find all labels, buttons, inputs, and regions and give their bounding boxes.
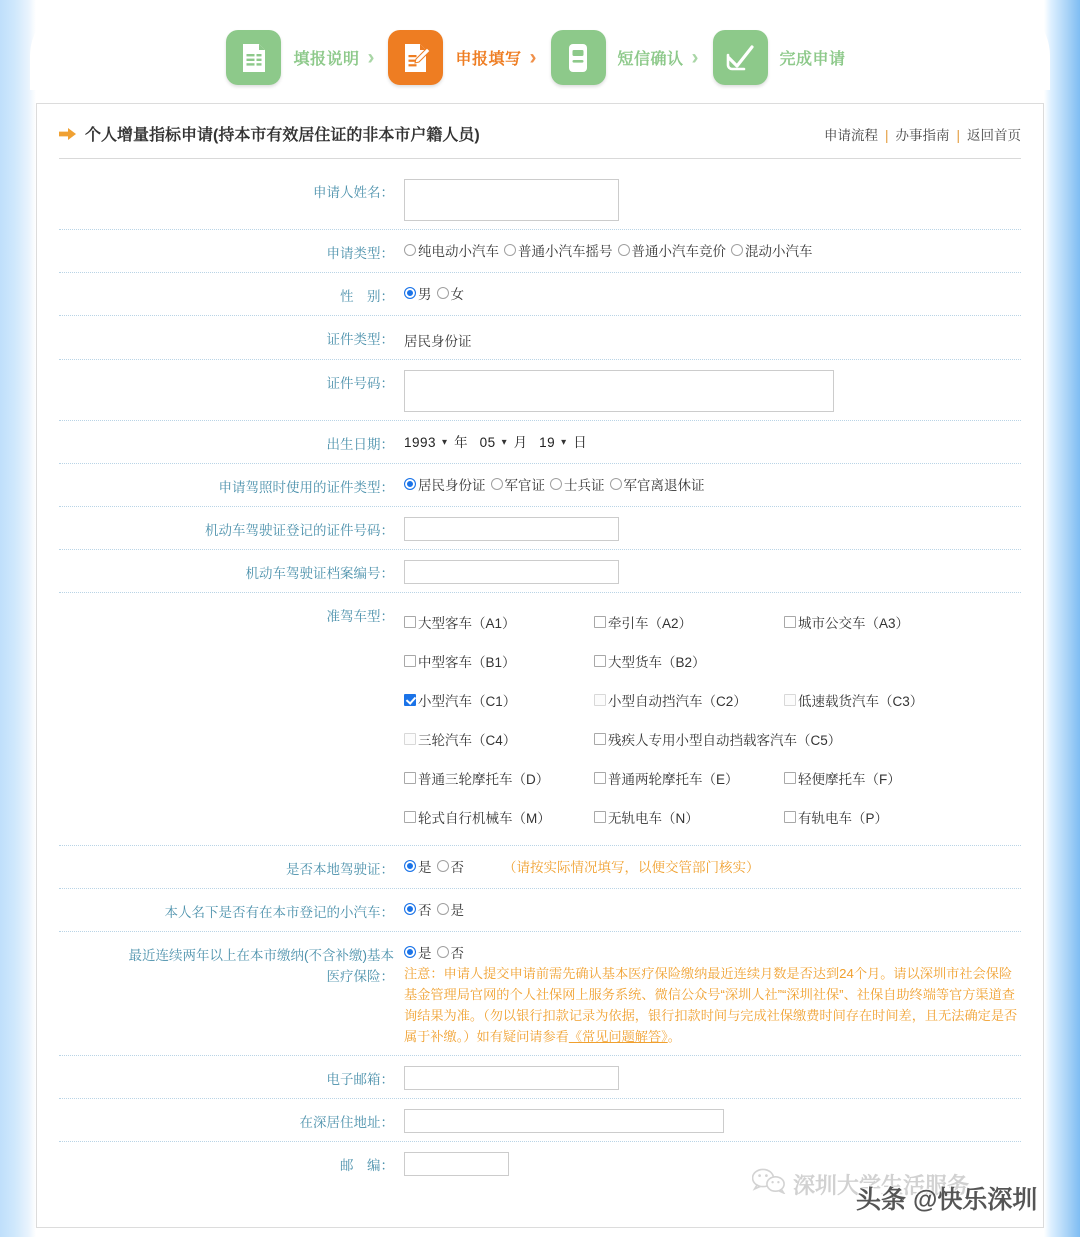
label-insurance-line2: 医疗保险： xyxy=(326,969,394,984)
phone-icon xyxy=(551,30,606,85)
check-icon xyxy=(713,30,768,85)
checkbox-indicator xyxy=(784,772,796,784)
label-apply-type: 申请类型： xyxy=(326,246,394,261)
radio-insurance-no[interactable] xyxy=(437,942,465,962)
vehicle-class-cell xyxy=(594,759,784,798)
radio-indicator xyxy=(731,244,743,256)
license-reg-id-input[interactable] xyxy=(404,517,619,541)
checkbox-vehicle-c2[interactable] xyxy=(594,690,747,710)
watermark-toutiao: 头条 @快乐深圳 xyxy=(856,1186,1038,1214)
checkbox-indicator xyxy=(784,694,796,706)
step-item-4[interactable] xyxy=(713,30,854,85)
option-label: 军官离退休证 xyxy=(623,478,705,493)
option-label: 纯电动小汽车 xyxy=(418,244,499,259)
radio-indicator xyxy=(437,287,449,299)
label-address: 在深居住地址： xyxy=(299,1115,394,1130)
option-label: 低速载货汽车（C3） xyxy=(798,694,924,709)
radio-indicator xyxy=(550,478,562,490)
application-card xyxy=(36,103,1044,1228)
radio-local-license-yes[interactable] xyxy=(404,856,432,876)
field-owns-car xyxy=(404,897,1021,920)
option-label: 大型客车（A1） xyxy=(418,616,516,631)
field-email xyxy=(404,1064,1021,1090)
form-edit-icon xyxy=(388,30,443,85)
vehicle-class-cell xyxy=(404,759,594,798)
arrow-right-icon xyxy=(59,127,76,141)
radio-indicator xyxy=(404,287,416,299)
option-label: 男 xyxy=(418,287,432,302)
vehicle-class-cell xyxy=(784,759,906,798)
vehicle-class-row-4 xyxy=(404,720,1021,759)
link-apply-process[interactable]: 申请流程 xyxy=(823,127,878,143)
birth-month-unit: 月 xyxy=(513,435,528,450)
postcode-input[interactable] xyxy=(404,1152,509,1176)
chevron-down-icon: ▾ xyxy=(561,437,567,448)
document-icon xyxy=(226,30,281,85)
vehicle-class-cell xyxy=(404,642,594,681)
row-postcode xyxy=(59,1142,1021,1184)
vehicle-class-row-3 xyxy=(404,681,1021,720)
label-license-id-type: 申请驾照时使用的证件类型： xyxy=(218,480,394,495)
checkbox-indicator xyxy=(404,694,416,706)
option-label: 是 xyxy=(418,860,432,875)
checkbox-indicator xyxy=(784,811,796,823)
card-header xyxy=(37,104,1043,145)
label-owns-car: 本人名下是否有在本市登记的小汽车： xyxy=(164,905,394,920)
option-label: 轮式自行机械车（M） xyxy=(418,811,551,826)
applicant-name-input[interactable] xyxy=(404,179,619,221)
vehicle-class-row-5 xyxy=(404,759,1021,798)
vehicle-class-cell xyxy=(594,681,784,720)
radio-gender-female[interactable] xyxy=(437,283,465,303)
checkbox-indicator xyxy=(404,811,416,823)
label-license-reg-id: 机动车驾驶证登记的证件号码： xyxy=(205,523,394,538)
radio-apply-type-0[interactable] xyxy=(404,240,499,260)
vehicle-class-cell xyxy=(404,681,594,720)
checkbox-indicator xyxy=(594,772,606,784)
option-label: 大型货车（B2） xyxy=(608,655,706,670)
birth-month-value: 05 xyxy=(479,435,496,450)
option-label: 无轨电车（N） xyxy=(608,811,699,826)
vehicle-class-cell xyxy=(594,642,711,681)
step-item-1[interactable] xyxy=(226,30,388,85)
chevron-down-icon: ▾ xyxy=(501,437,507,448)
radio-indicator xyxy=(404,478,416,490)
faq-link[interactable]: 《常见问题解答》 xyxy=(568,1029,668,1044)
row-apply-type xyxy=(59,230,1021,273)
label-insurance xyxy=(59,940,404,987)
checkbox-vehicle-p[interactable] xyxy=(784,807,888,827)
checkbox-indicator xyxy=(784,616,796,628)
field-postcode xyxy=(404,1150,1021,1176)
row-insurance xyxy=(59,932,1021,1056)
birth-day-value: 19 xyxy=(539,435,556,450)
label-birth-date: 出生日期： xyxy=(326,437,394,452)
license-file-no-input[interactable] xyxy=(404,560,619,584)
radio-apply-type-1[interactable] xyxy=(504,240,613,260)
checkbox-indicator xyxy=(594,694,606,706)
option-label: 三轮汽车（C4） xyxy=(418,733,517,748)
insurance-note-text: 注意：申请人提交申请前需先确认基本医疗保险缴纳最近连续月数是否达到24个月。请以深圳市社会保险基金管理局官网的个人社保网上服务系统、微信公众号“深圳人社”“深圳社保”、社保自助终端等官方渠道查询结果为准。（勿以银行扣款记录为依据，银行扣款时间与完成社保缴费时间存在时间差，且无法确定是否属于补缴。）如有疑问请参看 xyxy=(404,966,1018,1044)
vehicle-class-cell xyxy=(404,603,594,642)
email-input[interactable] xyxy=(404,1066,619,1090)
label-postcode: 邮 编： xyxy=(340,1158,394,1173)
option-label: 混动小汽车 xyxy=(745,244,813,259)
option-label: 普通三轮摩托车（D） xyxy=(418,772,550,787)
checkbox-vehicle-d[interactable] xyxy=(404,768,549,788)
option-label: 普通小汽车竞价 xyxy=(631,244,726,259)
vehicle-class-cell xyxy=(404,720,594,759)
checkbox-indicator xyxy=(404,616,416,628)
field-vehicle-class xyxy=(404,601,1021,837)
row-address xyxy=(59,1099,1021,1142)
label-license-file-no: 机动车驾驶证档案编号： xyxy=(245,566,394,581)
checkbox-vehicle-c5[interactable] xyxy=(594,729,841,749)
checkbox-vehicle-c1[interactable] xyxy=(404,690,516,710)
option-label: 是 xyxy=(418,946,432,961)
option-label: 小型自动挡汽车（C2） xyxy=(608,694,747,709)
application-form xyxy=(37,159,1043,1184)
birth-year-select[interactable] xyxy=(404,435,452,450)
page-title: 个人增量指标申请(持本市有效居住证的非本市户籍人员) xyxy=(85,127,480,144)
radio-owns-car-no[interactable] xyxy=(404,899,432,919)
field-license-id-type xyxy=(404,472,1021,495)
vehicle-class-cell xyxy=(594,603,784,642)
field-birth-date xyxy=(404,429,1021,452)
option-label: 残疾人专用小型自动挡载客汽车（C5） xyxy=(608,733,842,748)
row-id-number xyxy=(59,360,1021,421)
label-id-number: 证件号码： xyxy=(326,376,394,391)
option-label: 是 xyxy=(450,903,464,918)
option-label: 中型客车（B1） xyxy=(418,655,516,670)
option-label: 小型汽车（C1） xyxy=(418,694,517,709)
step-label-2: 申报填写 xyxy=(455,51,522,68)
row-owns-car xyxy=(59,889,1021,932)
checkbox-vehicle-c3[interactable] xyxy=(784,690,923,710)
progress-stepper xyxy=(0,0,1080,103)
option-label: 士兵证 xyxy=(564,478,605,493)
row-email xyxy=(59,1056,1021,1099)
radio-indicator xyxy=(404,244,416,256)
radio-indicator xyxy=(437,903,449,915)
chevron-down-icon: ▾ xyxy=(442,437,448,448)
radio-insurance-yes[interactable] xyxy=(404,942,432,962)
link-separator-1: | xyxy=(884,127,889,143)
radio-indicator xyxy=(437,860,449,872)
radio-apply-type-3[interactable] xyxy=(731,240,813,260)
step-label-1: 填报说明 xyxy=(293,51,360,68)
field-address xyxy=(404,1107,1021,1133)
vehicle-class-row-1 xyxy=(404,603,1021,642)
checkbox-vehicle-b2[interactable] xyxy=(594,651,706,671)
checkbox-indicator xyxy=(404,655,416,667)
checkbox-indicator xyxy=(404,733,416,745)
row-gender xyxy=(59,273,1021,316)
option-label: 居民身份证 xyxy=(418,478,486,493)
insurance-note-tail: 。 xyxy=(667,1029,681,1044)
row-applicant-name xyxy=(59,169,1021,230)
id-number-input[interactable] xyxy=(404,370,834,412)
birth-year-unit: 年 xyxy=(454,435,468,450)
field-id-type xyxy=(404,324,1021,351)
checkbox-vehicle-m[interactable] xyxy=(404,807,551,827)
radio-indicator xyxy=(618,244,630,256)
row-local-license xyxy=(59,846,1021,889)
label-vehicle-class: 准驾车型： xyxy=(326,609,394,624)
checkbox-vehicle-e[interactable] xyxy=(594,768,739,788)
radio-apply-type-2[interactable] xyxy=(618,240,727,260)
link-home[interactable]: 返回首页 xyxy=(967,127,1021,143)
option-label: 城市公交车（A3） xyxy=(798,616,910,631)
label-email: 电子邮箱： xyxy=(326,1072,394,1087)
option-label: 有轨电车（P） xyxy=(798,811,889,826)
radio-license-id-1[interactable] xyxy=(491,474,546,494)
field-license-reg-id xyxy=(404,515,1021,541)
radio-indicator xyxy=(437,946,449,958)
label-applicant-name: 申请人姓名： xyxy=(313,185,394,200)
label-id-type: 证件类型： xyxy=(326,332,394,347)
step-item-2[interactable] xyxy=(388,30,550,85)
birth-month-select[interactable] xyxy=(480,435,512,450)
insurance-note xyxy=(404,963,1021,1047)
vehicle-class-cell xyxy=(784,798,893,837)
address-input[interactable] xyxy=(404,1109,724,1133)
row-license-id-type xyxy=(59,464,1021,507)
option-label: 普通小汽车摇号 xyxy=(518,244,613,259)
vehicle-class-cell xyxy=(594,720,846,759)
birth-year-value: 1993 xyxy=(404,435,437,450)
local-license-hint: （请按实际情况填写，以便交管部门核实） xyxy=(503,860,760,875)
checkbox-indicator xyxy=(594,616,606,628)
checkbox-vehicle-b1[interactable] xyxy=(404,651,516,671)
label-local-license: 是否本地驾驶证： xyxy=(286,862,394,877)
field-id-number xyxy=(404,368,1021,412)
vehicle-class-cell xyxy=(784,603,914,642)
option-label: 轻便摩托车（F） xyxy=(798,772,901,787)
step-label-4: 完成申请 xyxy=(779,51,846,68)
radio-local-license-no[interactable] xyxy=(437,856,465,876)
link-guide[interactable]: 办事指南 xyxy=(895,127,950,143)
checkbox-indicator xyxy=(594,655,606,667)
option-label: 牵引车（A2） xyxy=(608,616,693,631)
step-arrow-1: › xyxy=(367,45,375,69)
field-insurance xyxy=(404,940,1021,1047)
option-label: 否 xyxy=(418,903,432,918)
radio-indicator xyxy=(504,244,516,256)
row-vehicle-class xyxy=(59,593,1021,846)
checkbox-indicator xyxy=(594,811,606,823)
vehicle-class-cell xyxy=(404,798,594,837)
radio-gender-male[interactable] xyxy=(404,283,432,303)
checkbox-indicator xyxy=(594,733,606,745)
vehicle-class-row-6 xyxy=(404,798,1021,837)
radio-license-id-0[interactable] xyxy=(404,474,486,494)
checkbox-vehicle-a3[interactable] xyxy=(784,612,909,632)
watermark-wechat-text: 深圳大学生活服务 xyxy=(793,1172,970,1198)
page-title-wrap xyxy=(59,122,480,145)
radio-indicator xyxy=(404,860,416,872)
checkbox-vehicle-a2[interactable] xyxy=(594,612,692,632)
field-apply-type xyxy=(404,238,1021,261)
radio-owns-car-yes[interactable] xyxy=(437,899,465,919)
link-separator-2: | xyxy=(956,127,960,143)
field-local-license xyxy=(404,854,1021,877)
radio-indicator xyxy=(404,946,416,958)
step-item-3[interactable] xyxy=(551,30,713,85)
row-license-reg-id xyxy=(59,507,1021,550)
radio-license-id-3[interactable] xyxy=(610,474,705,494)
step-arrow-2: › xyxy=(529,45,537,69)
option-label: 否 xyxy=(450,946,464,961)
checkbox-vehicle-a1[interactable] xyxy=(404,612,516,632)
field-applicant-name xyxy=(404,177,1021,221)
vehicle-class-cell xyxy=(594,798,784,837)
insurance-options xyxy=(404,942,1021,963)
option-label: 否 xyxy=(450,860,464,875)
row-birth-date xyxy=(59,421,1021,464)
option-label: 普通两轮摩托车（E） xyxy=(608,772,739,787)
radio-indicator xyxy=(491,478,503,490)
birth-day-unit: 日 xyxy=(573,435,587,450)
row-license-file-no xyxy=(59,550,1021,593)
radio-indicator xyxy=(404,903,416,915)
vehicle-class-cell xyxy=(784,681,928,720)
row-id-type xyxy=(59,316,1021,360)
checkbox-vehicle-c4[interactable] xyxy=(404,729,516,749)
id-type-value: 居民身份证 xyxy=(404,334,472,349)
option-label: 女 xyxy=(450,287,464,302)
option-label: 军官证 xyxy=(504,478,545,493)
label-gender: 性 别： xyxy=(340,289,394,304)
field-gender xyxy=(404,281,1021,304)
field-license-file-no xyxy=(404,558,1021,584)
radio-license-id-2[interactable] xyxy=(550,474,605,494)
checkbox-vehicle-n[interactable] xyxy=(594,807,699,827)
radio-indicator xyxy=(610,478,622,490)
step-arrow-3: › xyxy=(691,45,699,69)
header-links xyxy=(824,124,1021,144)
step-label-3: 短信确认 xyxy=(617,51,684,68)
checkbox-vehicle-f[interactable] xyxy=(784,768,901,788)
label-insurance-line1: 最近连续两年以上在本市缴纳(不含补缴)基本 xyxy=(128,948,394,963)
birth-day-select[interactable] xyxy=(539,435,571,450)
vehicle-class-row-2 xyxy=(404,642,1021,681)
checkbox-indicator xyxy=(404,772,416,784)
